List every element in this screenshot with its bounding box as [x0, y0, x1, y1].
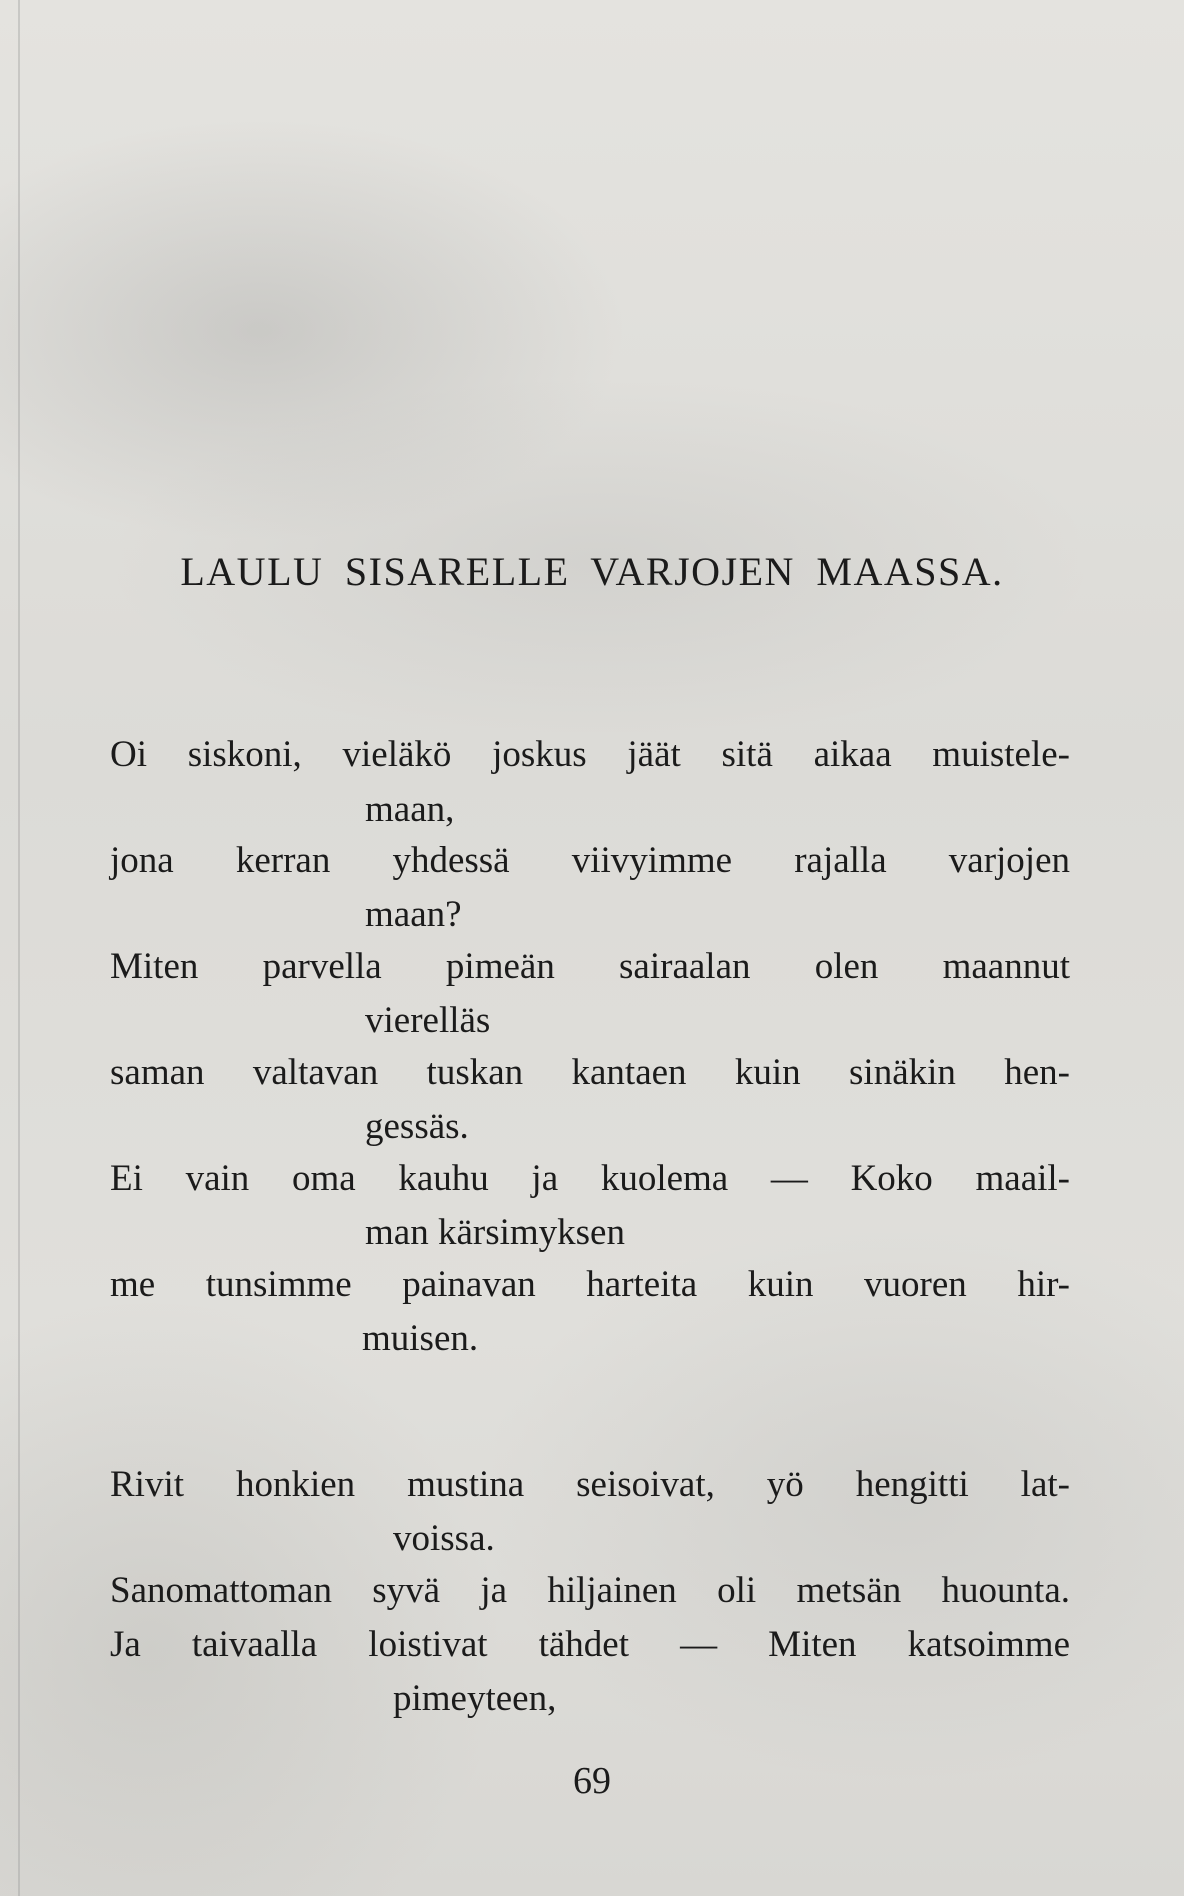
poem-line-continuation: pimeyteen, [393, 1678, 557, 1719]
page-edge [18, 0, 20, 1896]
poem-title: LAULU SISARELLE VARJOJEN MAASSA. [180, 549, 1004, 594]
poem-line: Sanomattoman syvä ja hiljainen oli metsän huounta. [110, 1570, 1070, 1611]
poem-line: Ja taivaalla loistivat tähdet — Miten katsoimme [110, 1624, 1070, 1665]
poem-line-continuation: voissa. [393, 1518, 495, 1559]
poem-line: saman valtavan tuskan kantaen kuin sinäkin hen- [110, 1052, 1070, 1093]
poem-line-continuation: gessäs. [365, 1106, 469, 1147]
page-number: 69 [573, 1760, 611, 1802]
poem-line-continuation: maan, [365, 789, 455, 830]
poem-line: Ei vain oma kauhu ja kuolema — Koko maail- [110, 1158, 1070, 1199]
poem-line: jona kerran yhdessä viivyimme rajalla varjojen [110, 840, 1070, 881]
poem-line: Oi siskoni, vieläkö joskus jäät sitä aikaa muistele- [110, 734, 1070, 775]
poem-line-continuation: man kärsimyksen [365, 1212, 625, 1253]
poem-line: Miten parvella pimeän sairaalan olen maannut [110, 946, 1070, 987]
poem-line: Rivit honkien mustina seisoivat, yö hengitti lat- [110, 1464, 1070, 1505]
poem-line-continuation: maan? [365, 894, 462, 935]
poem-line-continuation: muisen. [362, 1318, 479, 1359]
poem-line: me tunsimme painavan harteita kuin vuoren hir- [110, 1264, 1070, 1305]
poem-line-continuation: vierelläs [365, 1000, 491, 1041]
